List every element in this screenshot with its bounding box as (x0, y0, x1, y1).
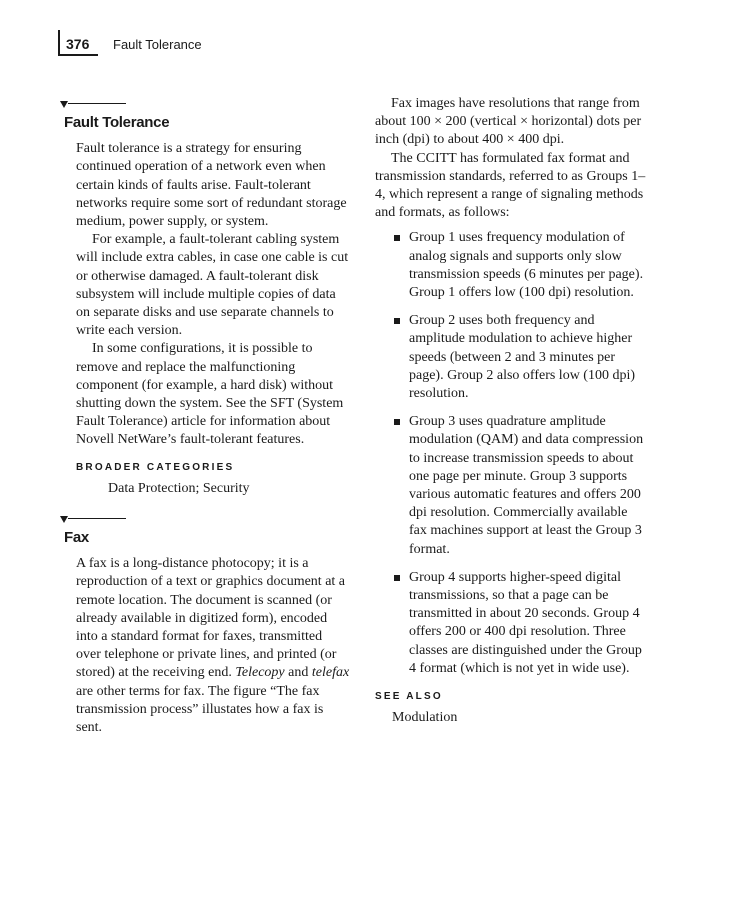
entry-marker (60, 97, 350, 111)
broader-categories-label: BROADER CATEGORIES (76, 461, 235, 473)
telecopy-term: Telecopy (235, 665, 285, 681)
entry-marker (60, 512, 350, 526)
see-also-label: SEE ALSO (375, 691, 443, 703)
fault-tolerance-title: Fault Tolerance (64, 114, 170, 131)
fax-intro-text: are other terms for fax. The figure “The fax transmission process” illustates how a fax is sent. (76, 683, 324, 736)
fault-tolerance-paragraph: In some configurations, it is possible to remove and replace the malfunctioning component (for example, a hard disk) without shutting down the system. See the SFT (System Fault Tolerance) article for information about Novell NetWare’s fault-tolerant features. (76, 341, 344, 448)
group-2-text: Group 2 uses both frequency and amplitude modulation to achieve higher speeds (between 2 and 3 minutes per page). Group 2 also offers low (100 dpi) resolution. (409, 313, 636, 402)
page-number: 376 (66, 36, 90, 52)
see-also-link: Modulation (392, 710, 458, 726)
telefax-term: telefax (311, 665, 350, 681)
fax-intro-text: A fax is a long-distance photocopy; it is a reproduction of a text or graphics document at a remote location. The document is scanned (or already available in digitized form), encoded into a standard format for faxes, transmitted over telephone or private lines, and printed (or stored) at the receiving end. (76, 556, 346, 681)
fax-resolution-paragraph: Fax images have resolutions that range from about 100 × 200 (vertical × horizontal) dots per inch (dpi) to about 400 × 400 dpi. (375, 96, 642, 148)
square-bullet-icon (394, 575, 400, 581)
triangle-marker-icon (60, 516, 68, 523)
broader-categories-list (76, 480, 350, 498)
fax-intro-text: and (284, 665, 312, 681)
marker-rule (68, 518, 126, 519)
right-column (375, 95, 647, 728)
fault-tolerance-body (76, 140, 350, 477)
left-column (60, 95, 350, 737)
group-3-text: Group 3 uses quadrature amplitude modulation (QAM) and data compression to increase transmission speeds to about one page per minute. Group 3 supports various automatic features and offers 200 dpi resolution. Commercially available fax machines support at least the Group 3 format. (409, 414, 644, 557)
fax-intro-body (76, 555, 350, 737)
list-item (375, 413, 647, 559)
triangle-marker-icon (60, 101, 68, 108)
broader-categories-text: Data Protection; Security (108, 480, 250, 496)
header-rule-horizontal (58, 54, 98, 56)
square-bullet-icon (394, 235, 400, 241)
square-bullet-icon (394, 318, 400, 324)
running-head: Fault Tolerance (113, 37, 202, 52)
square-bullet-icon (394, 419, 400, 425)
header-rule-vertical (58, 30, 60, 56)
marker-rule (68, 103, 126, 104)
list-item (375, 569, 647, 678)
fault-tolerance-paragraph: Fault tolerance is a strategy for ensuring continued operation of a network even when certain kinds of faults arise. Fault-tolerant networks require some sort of redundant storage medium, power supply, or system. (76, 141, 347, 230)
ccitt-paragraph: The CCITT has formulated fax format and transmission standards, referred to as Groups 1–4, which represent a range of signaling methods and formats, as follows: (375, 150, 646, 221)
list-item (375, 229, 647, 302)
fax-intro-paragraph (76, 555, 350, 737)
group-4-text: Group 4 supports higher-speed digital transmissions, so that a page can be transmitted in about 20 seconds. Group 4 offers 200 or 400 dpi resolution. Three classes are distinguished under the Group 4 format (which is not yet in wide use). (409, 569, 642, 676)
list-item (375, 312, 647, 403)
fax-title: Fax (64, 529, 89, 547)
group-1-text: Group 1 uses frequency modulation of analog signals and supports only slow transmission speeds (6 minutes per page). Group 1 offers low (100 dpi) resolution. (409, 230, 644, 301)
fault-tolerance-paragraph: For example, a fault-tolerant cabling system will include extra cables, in case one cable is cut or otherwise damaged. A fault-tolerant disk subsystem will include multiple copies of data on separate disks and use separate channels to write each version. (76, 232, 349, 339)
fax-groups-list (375, 229, 647, 678)
